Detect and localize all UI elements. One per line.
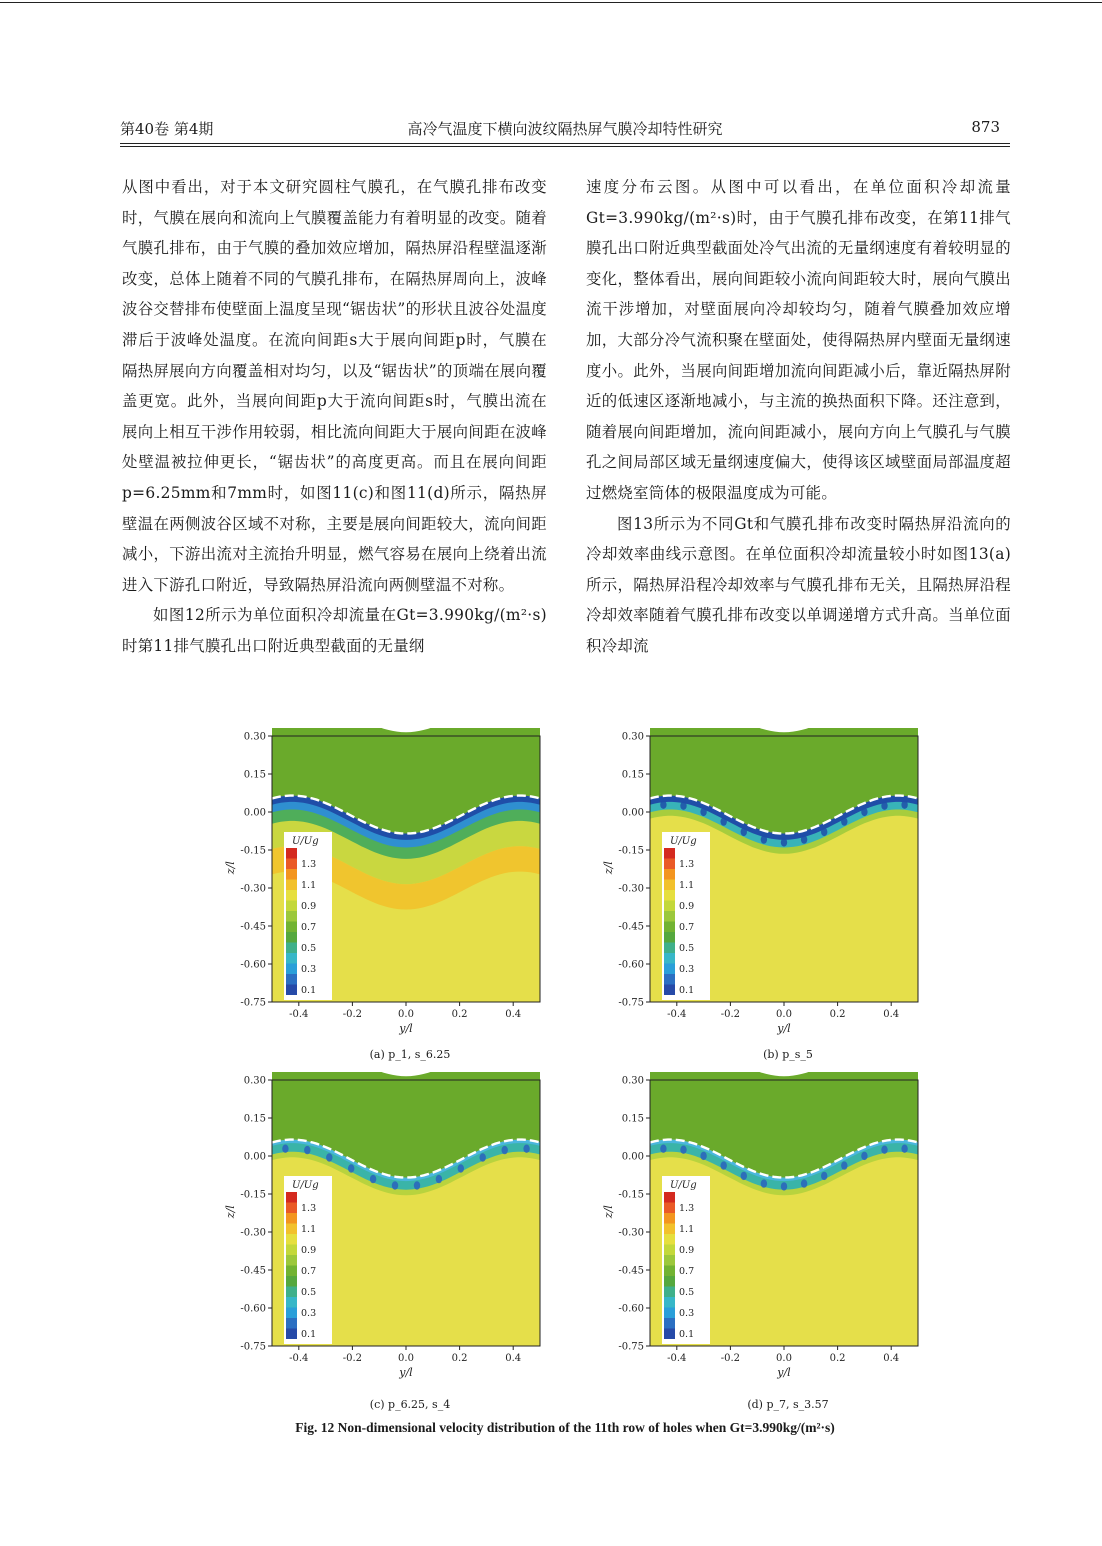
legend-swatch [664,1213,675,1224]
volume-issue: 第40卷 第4期 [120,120,214,138]
coolant-jet [801,835,807,843]
legend-label: 0.7 [301,1265,317,1277]
coolant-jet [436,1175,442,1183]
y-tick-label: -0.75 [618,1341,644,1353]
y-tick-label: -0.75 [618,997,644,1009]
y-tick-label: -0.15 [618,1189,644,1201]
coolant-jet [881,802,887,810]
legend-label: 0.3 [301,1307,317,1319]
legend-label: 0.5 [679,942,695,954]
left-column [122,172,547,662]
legend-swatch [286,1266,297,1277]
coolant-jet [370,1175,376,1183]
x-axis-label: y/l [399,1366,413,1379]
y-tick-label: 0.15 [621,1113,644,1125]
legend-swatch [664,848,675,859]
y-tick-label: 0.00 [621,1151,644,1163]
running-header [120,118,1010,142]
header-rule [120,143,1010,144]
legend-label: 0.9 [301,1244,317,1256]
legend-swatch [664,943,675,954]
coolant-jet [392,1181,398,1189]
legend-label: 1.3 [679,1202,695,1214]
coolant-jet [700,1152,706,1160]
y-tick-label: 0.15 [243,1113,266,1125]
legend-swatch [286,1287,297,1298]
legend-swatch [664,1276,675,1287]
contour-plot-b [598,728,928,1038]
legend-swatch [664,1234,675,1245]
x-tick-label: 0.2 [829,1353,846,1364]
y-axis-label: z/l [602,1205,616,1219]
coolant-jet [304,1146,310,1154]
legend-swatch [664,922,675,933]
running-title: 高冷气温度下横向波纹隔热屏气膜冷却特性研究 [407,120,723,138]
x-tick-label: 0.4 [883,1353,900,1364]
y-tick-label: -0.75 [240,1341,266,1353]
legend-swatch [286,1329,297,1340]
y-tick-label: -0.15 [618,845,644,857]
x-tick-label: -0.4 [289,1009,309,1020]
legend-swatch [286,901,297,912]
legend-title: U/Ug [292,836,319,847]
legend-swatch [286,859,297,870]
legend-swatch [664,1308,675,1319]
right-column [586,172,1011,662]
legend-swatch [286,1234,297,1245]
legend-label: 0.1 [679,984,695,996]
subcaption-c: (c) p_6.25, s_4 [369,1398,451,1411]
coolant-jet [741,828,747,836]
legend-swatch [664,1245,675,1256]
legend-swatch [286,932,297,943]
legend-swatch [286,1213,297,1224]
legend-label: 1.3 [679,858,695,870]
legend-label: 0.3 [679,1307,695,1319]
coolant-jet [821,828,827,836]
x-tick-label: 0.4 [505,1009,522,1020]
legend-label: 1.1 [679,879,695,891]
contour-plot-d [598,1072,928,1382]
x-tick-label: -0.2 [342,1353,363,1364]
y-tick-label: 0.30 [243,731,266,743]
y-tick-label: -0.60 [618,959,644,971]
legend-swatch [286,922,297,933]
legend-label: 0.9 [679,900,695,912]
legend-swatch [286,1192,297,1203]
legend-label: 0.5 [679,1286,695,1298]
legend-swatch [286,880,297,891]
legend-swatch [286,1297,297,1308]
x-tick-label: 0.0 [398,1009,414,1020]
y-tick-label: -0.60 [240,1303,266,1315]
coolant-jet [502,1146,508,1154]
legend-swatch [286,1224,297,1235]
subcaption-b: (b) p_s_5 [763,1048,813,1061]
legend-label: 1.3 [301,858,317,870]
legend-swatch [664,1266,675,1277]
coolant-jet [458,1164,464,1172]
legend-swatch [664,1192,675,1203]
y-tick-label: 0.15 [243,769,266,781]
coolant-jet [741,1172,747,1180]
y-tick-label: 0.15 [621,769,644,781]
legend-swatch [286,964,297,975]
x-tick-label: 0.4 [883,1009,900,1020]
y-tick-label: -0.30 [618,883,644,895]
coolant-jet [781,838,787,846]
legend-label: 0.7 [679,1265,695,1277]
x-tick-label: -0.2 [720,1353,741,1364]
coolant-jet [680,802,686,810]
legend-title: U/Ug [670,836,697,847]
x-tick-label: 0.4 [505,1353,522,1364]
coolant-jet [326,1153,332,1161]
x-tick-label: 0.0 [776,1353,792,1364]
paragraph: 如图12所示为单位面积冷却流量在Gt=3.990kg/(m²·s)时第11排气膜孔出口附近典型截面的无量纲 [122,606,547,655]
y-tick-label: 0.00 [243,807,266,819]
x-tick-label: 0.0 [776,1009,792,1020]
coolant-jet [523,1145,529,1153]
y-tick-label: -0.15 [240,845,266,857]
legend-swatch [664,953,675,964]
paragraph: 图13所示为不同Gt和气膜孔排布改变时隔热屏沿流向的冷却效率曲线示意图。在单位面积冷却流量较小时如图13(a)所示，隔热屏沿程冷却效率与气膜孔排布无关，且隔热屏沿程冷却效率随着气膜孔排布改变以单调递增方式升高。当单位面积冷却流 [586,514,1011,655]
legend-swatch [664,974,675,985]
legend-swatch [286,1245,297,1256]
y-tick-label: 0.30 [243,1075,266,1087]
coolant-jet [861,1152,867,1160]
x-tick-label: 0.2 [829,1009,846,1020]
legend-swatch [286,848,297,859]
coolant-jet [821,1172,827,1180]
legend-label: 0.1 [301,984,317,996]
legend-swatch [286,943,297,954]
y-tick-label: -0.45 [240,921,266,933]
page-number: 873 [971,118,1000,136]
legend-label: 0.5 [301,942,317,954]
x-tick-label: 0.2 [451,1009,468,1020]
coolant-jet [841,817,847,825]
y-tick-label: -0.60 [618,1303,644,1315]
coolant-jet [680,1146,686,1154]
coolant-jet [721,817,727,825]
legend-swatch [664,880,675,891]
header-rule-thin [120,146,1010,147]
legend-label: 0.1 [679,1328,695,1340]
legend-swatch [664,1318,675,1329]
subcaption-d: (d) p_7, s_3.57 [747,1398,829,1411]
legend-label: 1.1 [301,1223,317,1235]
legend-swatch [664,859,675,870]
legend-swatch [286,911,297,922]
legend-swatch [664,901,675,912]
legend-label: 0.5 [301,1286,317,1298]
coolant-jet [881,1146,887,1154]
paragraph: 从图中看出，对于本文研究圆柱气膜孔，在气膜孔排布改变时，气膜在展向和流向上气膜覆盖能力有着明显的改变。随着气膜孔排布，由于气膜的叠加效应增加，隔热屏沿程壁温逐渐改变，总体上随着不同的气膜孔排布，在隔热屏周向上，波峰波谷交替排布使壁面上温度呈现“锯齿状”的形状且波谷处温度滞后于波峰处温度。在流向间距s大于展向间距p时，气膜在隔热屏展向方向覆盖相对均匀，以及“锯齿状”的顶端在展向覆盖更宽。此外，当展向间距p大于流向间距s时，气膜出流在展向上相互干涉作用较弱，相比流向间距大于展向间距在波峰处壁温被拉伸更长，“锯齿状”的高度更高。而且在展向间距p=6.25mm和7mm时，如图11(c)和图11(d)所示，隔热屏壁温在两侧波谷区域不对称，主要是展向间距较大，流向间距减小，下游出流对主流抬升明显，燃气容易在展向上绕着出流进入下游孔口附近，导致隔热屏沿流向两侧壁温不对称。 [122,178,547,594]
legend-label: 0.1 [301,1328,317,1340]
legend-swatch [664,1297,675,1308]
coolant-jet [841,1161,847,1169]
y-tick-label: -0.60 [240,959,266,971]
coolant-jet [660,1145,666,1153]
x-axis-label: y/l [777,1366,791,1379]
x-axis-label: y/l [777,1022,791,1035]
coolant-jet [348,1164,354,1172]
x-tick-label: 0.0 [398,1353,414,1364]
coolant-jet [761,1179,767,1187]
legend-swatch [286,1203,297,1214]
legend-swatch [664,1203,675,1214]
contour-plot-a [220,728,550,1038]
legend-swatch [664,890,675,901]
coolant-jet [801,1179,807,1187]
legend-swatch [664,869,675,880]
legend-swatch [286,953,297,964]
legend-swatch [664,1224,675,1235]
y-tick-label: 0.30 [621,1075,644,1087]
coolant-jet [414,1181,420,1189]
y-tick-label: 0.30 [621,731,644,743]
x-tick-label: -0.4 [667,1353,687,1364]
figure-caption: Fig. 12 Non-dimensional velocity distribution of the 11th row of holes when Gt=3.990kg/(m²·s) [295,1420,835,1435]
coolant-jet [282,1145,288,1153]
legend-swatch [664,911,675,922]
coolant-jet [781,1182,787,1190]
legend-swatch [664,932,675,943]
coolant-jet [480,1153,486,1161]
legend-label: 0.3 [301,963,317,975]
y-tick-label: -0.45 [240,1265,266,1277]
coolant-jet [761,835,767,843]
y-axis-label: z/l [224,1205,238,1219]
x-tick-label: -0.4 [667,1009,687,1020]
legend-swatch [664,1255,675,1266]
legend-label: 0.7 [301,921,317,933]
y-tick-label: 0.00 [243,1151,266,1163]
legend-label: 0.9 [301,900,317,912]
x-tick-label: -0.2 [720,1009,741,1020]
y-tick-label: -0.15 [240,1189,266,1201]
y-tick-label: -0.30 [240,883,266,895]
legend-label: 0.9 [679,1244,695,1256]
legend-swatch [286,1255,297,1266]
legend-swatch [286,974,297,985]
coolant-jet [901,1145,907,1153]
y-tick-label: -0.45 [618,921,644,933]
legend-swatch [286,869,297,880]
legend-label: 1.1 [679,1223,695,1235]
coolant-jet [721,1161,727,1169]
coolant-jet [660,801,666,809]
legend-title: U/Ug [670,1180,697,1191]
coolant-jet [700,808,706,816]
legend-label: 1.3 [301,1202,317,1214]
x-tick-label: -0.4 [289,1353,309,1364]
x-tick-label: -0.2 [342,1009,363,1020]
paragraph: 速度分布云图。从图中可以看出，在单位面积冷却流量Gt=3.990kg/(m²·s)时，由于气膜孔排布改变，在第11排气膜孔出口附近典型截面处冷气出流的无量纲速度有着较明显的变化，整体看出，展向间距较小流向间距较大时，展向气膜出流干涉增加，对壁面展向冷却较均匀，随着气膜叠加效应增加，大部分冷气流积聚在壁面处，使得隔热屏内壁面无量纲速度小。此外，当展向间距增加流向间距减小后，靠近隔热屏附近的低速区逐渐地减小，与主流的换热面积下降。还注意到，随着展向间距增加，流向间距减小，展向方向上气膜孔与气膜孔之间局部区域无量纲速度偏大，使得该区域壁面局部温度超过燃烧室筒体的极限温度成为可能。 [586,178,1011,502]
y-tick-label: -0.30 [240,1227,266,1239]
x-tick-label: 0.2 [451,1353,468,1364]
legend-swatch [286,985,297,996]
y-axis-label: z/l [224,861,238,875]
legend-swatch [664,964,675,975]
y-tick-label: -0.45 [618,1265,644,1277]
legend-label: 0.3 [679,963,695,975]
legend-swatch [286,1308,297,1319]
legend-swatch [664,1329,675,1340]
legend-swatch [286,1276,297,1287]
legend-swatch [286,1318,297,1329]
y-tick-label: -0.30 [618,1227,644,1239]
y-axis-label: z/l [602,861,616,875]
legend-label: 1.1 [301,879,317,891]
y-tick-label: 0.00 [621,807,644,819]
coolant-jet [861,808,867,816]
legend-title: U/Ug [292,1180,319,1191]
x-axis-label: y/l [399,1022,413,1035]
page-top-rule [0,2,1102,3]
coolant-jet [901,801,907,809]
legend-swatch [664,985,675,996]
legend-swatch [286,890,297,901]
contour-plot-c [220,1072,550,1382]
subcaption-a: (a) p_1, s_6.25 [369,1048,451,1061]
legend-label: 0.7 [679,921,695,933]
legend-swatch [664,1287,675,1298]
y-tick-label: -0.75 [240,997,266,1009]
